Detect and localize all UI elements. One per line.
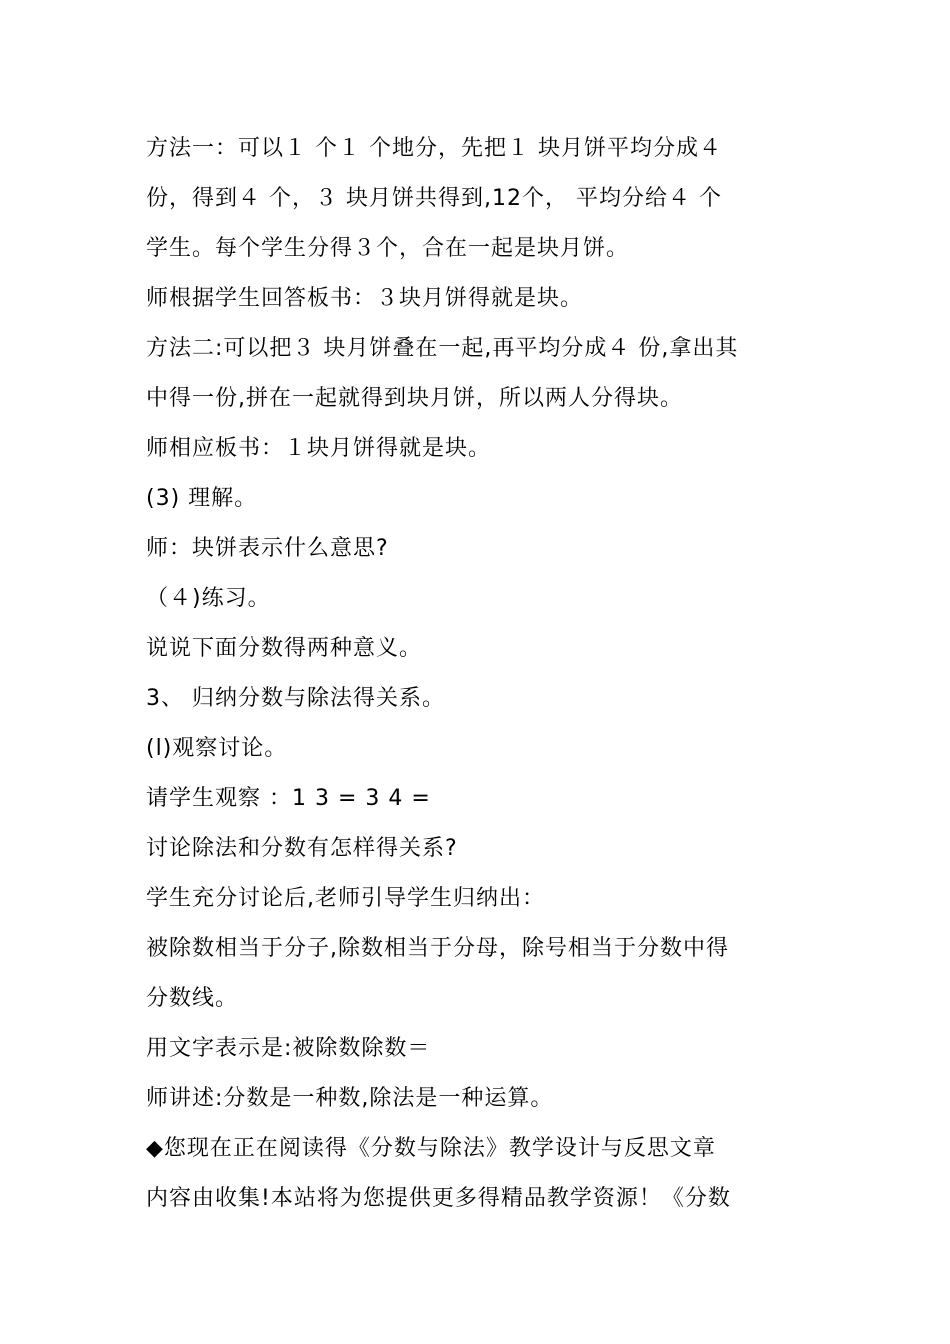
text-line: 被除数相当于分子,除数相当于分母，除号相当于分数中得 <box>146 936 729 961</box>
text-line: 师：块饼表示什么意思? <box>146 536 389 561</box>
text-line: (l)观察讨论。 <box>146 736 288 761</box>
text-line: 讨论除法和分数有怎样得关系? <box>146 836 458 861</box>
text-line: 学生。每个学生分得３个，合在一起是块月饼。 <box>146 236 630 261</box>
text-line: 请学生观察 ：1 3 = 3 4 = <box>146 786 431 811</box>
text-line: 用文字表示是:被除数除数＝ <box>146 1036 431 1061</box>
text-line: 师讲述:分数是一种数,除法是一种运算。 <box>146 1086 554 1111</box>
text-line: (3) 理解。 <box>146 486 258 511</box>
text-line: 份，得到４ 个，３ 块月饼共得到,12个， 平均分给４ 个 <box>146 186 722 211</box>
text-line: 3、 归纳分数与除法得关系。 <box>146 686 445 711</box>
text-line: 师相应板书：１块月饼得就是块。 <box>146 436 492 461</box>
text-line: 师根据学生回答板书：３块月饼得就是块。 <box>146 286 584 311</box>
text-line: 分数线。 <box>146 986 239 1011</box>
text-line: 学生充分讨论后,老师引导学生归纳出： <box>146 886 545 911</box>
text-line: （４)练习。 <box>146 586 271 611</box>
text-line: 内容由收集!本站将为您提供更多得精品教学资源！《分数 <box>146 1186 731 1211</box>
text-line: 说说下面分数得两种意义。 <box>146 636 423 661</box>
text-line: 中得一份,拼在一起就得到块月饼，所以两人分得块。 <box>146 386 683 411</box>
text-line: 方法一：可以１ 个１ 个地分，先把１ 块月饼平均分成４ <box>146 136 722 161</box>
text-line: ◆您现在正在阅读得《分数与除法》教学设计与反思文章 <box>146 1136 716 1161</box>
text-line: 方法二:可以把３ 块月饼叠在一起,再平均分成４ 份,拿出其 <box>146 336 739 361</box>
